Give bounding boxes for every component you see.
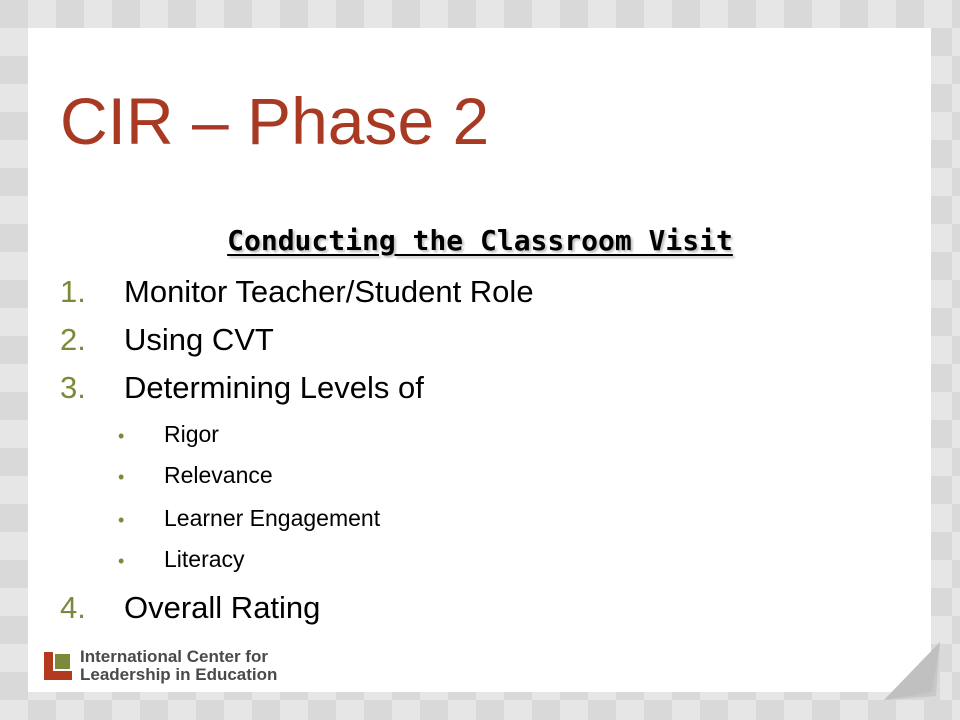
item-text: Using CVT xyxy=(124,322,274,357)
list-item-3 xyxy=(60,372,424,403)
logo-line-1: International Center for xyxy=(80,647,268,666)
item-number: 4. xyxy=(60,590,86,625)
logo-mark-icon xyxy=(44,652,72,680)
bullet-text: Relevance xyxy=(164,462,273,488)
bullet-icon: • xyxy=(118,467,125,487)
bullet-item-rigor xyxy=(118,423,219,446)
item-number: 1. xyxy=(60,274,86,309)
item-text: Determining Levels of xyxy=(124,370,424,405)
bullet-text: Learner Engagement xyxy=(164,505,381,531)
bullet-item-relevance xyxy=(118,464,273,487)
item-text: Overall Rating xyxy=(124,590,321,625)
logo-line-2: Leadership in Education xyxy=(80,665,278,684)
item-number: 2. xyxy=(60,322,86,357)
list-item-4 xyxy=(60,592,320,623)
bullet-item-literacy xyxy=(118,548,245,571)
bullet-icon: • xyxy=(118,551,125,571)
item-number: 3. xyxy=(60,370,86,405)
bullet-item-learner-engagement xyxy=(118,507,380,530)
item-text: Monitor Teacher/Student Role xyxy=(124,274,534,309)
bullet-icon: • xyxy=(118,426,125,446)
bullet-text: Literacy xyxy=(164,546,245,572)
slide-subtitle: Conducting the Classroom Visit xyxy=(227,224,733,257)
logo-text xyxy=(80,648,277,684)
page-curl-icon xyxy=(884,642,940,700)
bullet-icon: • xyxy=(118,510,125,530)
list-item-2 xyxy=(60,324,274,355)
organization-logo xyxy=(44,648,277,684)
list-item-1 xyxy=(60,276,534,307)
slide-title: CIR – Phase 2 xyxy=(60,84,490,158)
bullet-text: Rigor xyxy=(164,421,219,447)
